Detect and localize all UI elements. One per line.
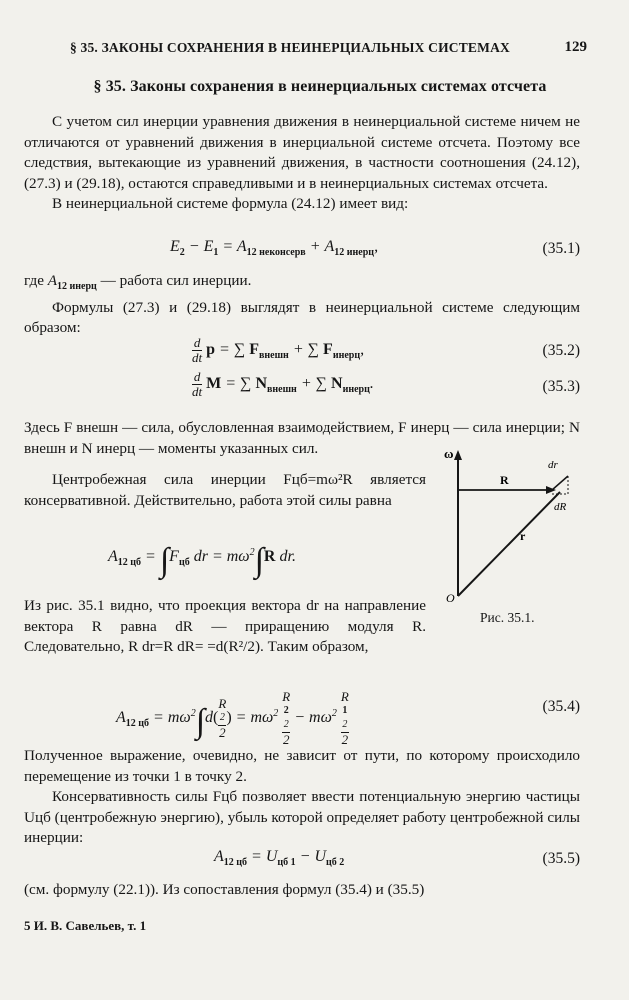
label-dr: dr bbox=[548, 459, 558, 471]
paragraph-centrifugal bbox=[24, 470, 426, 511]
paragraph-8: Полученное выражение, очевидно, не зависит от пути, по которому происходило перемещение из точки 1 в точку 2. bbox=[24, 747, 580, 785]
equation-35-5 bbox=[24, 848, 580, 876]
equation-35-4 bbox=[24, 682, 580, 747]
paragraph-2: В неинерциальной системе формула (24.12) имеет вид: bbox=[52, 195, 409, 212]
paragraph-10: (см. формулу (22.1)). Из сопоставления формул (35.4) и (35.5) bbox=[24, 881, 425, 898]
label-R: R bbox=[500, 473, 509, 487]
text-fragment: где bbox=[24, 272, 48, 289]
equation-number: (35.3) bbox=[542, 378, 580, 395]
paragraph-1: С учетом сил инерции уравнения движения в неинерциальной системе ничем не отличаются от уравнений движения в инерциальной системе отсчета. Поэтому все следствия, вытекающие из уравнений движения, в частности соотношения (24.12), (27.3) и (29.18), остаются справедливыми и в неинерциальных системах отсчета. bbox=[24, 113, 580, 192]
paragraph-work: где $A_{12 инерц}$ — работа сил инерции. Формулы (27.3) и (29.18) выглядят в неинерциальной системе следующим образом: bbox=[24, 271, 580, 339]
paragraph-7: Из рис. 35.1 видно, что проекция вектора dr на направление вектора R равна dR — приращению модуля R. Следовательно, R dr=R dR= =d(R²/2). Таким образом, bbox=[24, 597, 426, 655]
equation-35-2-formula: $\frac{d}{dt}$ p = ∑ $F_{внешн}$ + ∑ $F_{инерц}$, bbox=[192, 335, 365, 365]
page-header bbox=[60, 40, 589, 62]
paragraph-intro bbox=[24, 112, 580, 215]
equation-number: (35.5) bbox=[542, 850, 580, 867]
equation-35-3-formula: $\frac{d}{dt}$ M = ∑ $N_{внешн}$ + ∑ $N_{инерц}$. bbox=[192, 369, 374, 399]
equation-number: (35.1) bbox=[542, 240, 580, 257]
figure-caption: Рис. 35.1. bbox=[480, 610, 535, 625]
omega-axis-arrow bbox=[454, 450, 462, 460]
equation-number: (35.4) bbox=[542, 698, 580, 715]
paragraph-comparison bbox=[24, 880, 580, 901]
equation-35-1-formula: $E_2 - E_1 = A_{12 неконсерв} + A_{12 инерц}$, bbox=[170, 238, 379, 258]
paragraph-path-independent bbox=[24, 746, 580, 849]
label-dR: dR bbox=[554, 501, 567, 513]
vector-r bbox=[458, 492, 560, 596]
paragraph-4: Формулы (27.3) и (29.18) выглядят в неинерциальной системе следующим образом: bbox=[24, 298, 580, 336]
equation-35-1 bbox=[24, 238, 580, 266]
paragraph-6: Центробежная сила инерции Fцб=mω²R является консервативной. Действительно, работа этой силы равна bbox=[24, 471, 426, 509]
section-title: § 35. Законы сохранения в неинерциальных системах отсчета bbox=[93, 78, 547, 95]
label-r: r bbox=[520, 529, 526, 543]
label-omega: ω bbox=[444, 446, 454, 461]
label-O: O bbox=[446, 591, 455, 605]
page-number: 129 bbox=[564, 39, 587, 55]
equation-35-3 bbox=[24, 370, 580, 404]
equation-work-integral bbox=[24, 534, 424, 584]
work-integral-formula: $A_{12 цб} = \int F_{цб}$ dr = $m\omega^2\int R$ dr. bbox=[108, 542, 296, 579]
equation-number: (35.2) bbox=[542, 342, 580, 359]
paragraph-5: Здесь F внешн — сила, обусловленная взаимодействием, F инерц — сила инерции; N внешн и N инерц — моменты указанных сил. bbox=[24, 419, 580, 457]
equation-35-5-formula: $A_{12 цб} = U_{цб 1} - U_{цб 2}$ bbox=[214, 848, 345, 868]
vector-dr bbox=[552, 476, 568, 490]
equation-35-4-formula: $A_{12 цб} = m\omega^2\int d$( R 2 2 ) = $m\omega^2$ R 2 2 2 − $m\omega^2$ R 1 2 2 bbox=[116, 689, 349, 747]
page-footer: 5 И. В. Савельев, т. 1 bbox=[24, 918, 147, 933]
text-fragment: — работа сил инерции. bbox=[96, 272, 252, 289]
equation-35-2 bbox=[24, 336, 580, 370]
paragraph-projection bbox=[24, 596, 426, 658]
running-title: § 35. ЗАКОНЫ СОХРАНЕНИЯ В НЕИНЕРЦИАЛЬНЫХ СИСТЕМАХ bbox=[70, 40, 510, 55]
paragraph-9: Консервативность силы Fцб позволяет ввести потенциальную энергию частицы Uцб (центробежную энергию), убыль которой определяет работу центробежной силы инерции: bbox=[24, 788, 580, 846]
